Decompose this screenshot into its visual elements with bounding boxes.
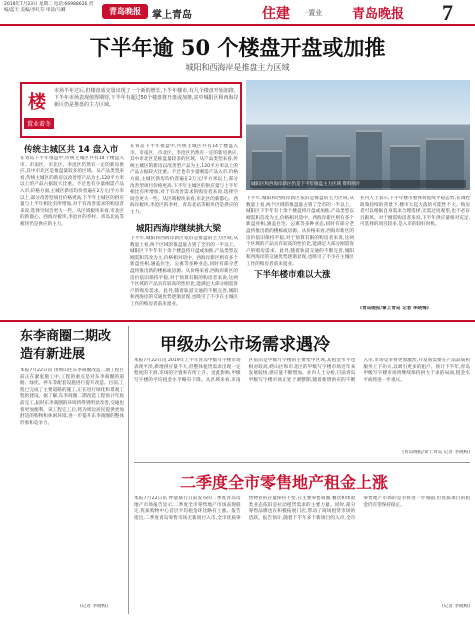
lead-text: 市场半年过后,但楼盘成交量出现了一个新的增长,下半年楼市,有几个楼盘开始加推,下半年市场表现值得期待,下半年有超过50个楼盘将开盘或加推,其中城阳区和西海岸新区仍是推盘的主力区域。 bbox=[54, 88, 239, 108]
story3-text: 本报7月22日讯 2019年上半年青岛甲级写字楼市场表现平淡,新增供应量不大,但整体租赁需求出现一定程度的下滑,市场的空置率有所上升。受此影响,甲级写字楼的平均租金水平略有下降。从区域来看,市南区依旧是甲级写字楼的主要集中区域,其租金水平也相对较高,崂山区和市北区的甲级写字楼市场近年来发展较快,供应量不断增加。业内人士分析,目前青岛甲级写字楼市场正处于调整期,随着新增供应的不断入市,市场竞争将更加激烈,开发商需要在产品品质和服务上下功夫,以吸引更多的租户。预计下半年,青岛甲级写字楼市场将继续保持供大于求的局面,租金水平或将进一步承压。 bbox=[134, 358, 470, 383]
divider bbox=[0, 320, 475, 322]
section2-text: 下半年,城阳和西海岸新区依旧是推盘的主力区域,从数量上看,两个区域的推盘量占到了全市的一半以上。城阳区下半年有十余个楼盘将开盘或加推,产品类型以刚需和首改为主,价格相对适中。西海岸新区则有多个新盘亮相,涵盖住宅、公寓等多种业态,同时有部分老盘将推出新的楼栋或房源。从价格来看,西海岸新区的房价依旧保持平稳,对于预算有限的购房者来说,这两个区域的产品具有较高的性价比,能满足大部分刚需客户的购房需求。此外,随着轨道交通的不断完善,城阳和西海岸的交通优势逐渐显现,也吸引了不少在主城区工作的购房者前来置业。 bbox=[130, 236, 238, 307]
section1-text: 在青岛下半年推盘中,传统主城区共有14个楼盘入市。市南区、市北区、李沧区仍然有一定的新房供应,其中市北区是推盘量较多的区域。从产品类型来看,传统主城区的新房以改善型产品为主,120平方米以上的产品占据较大比重。不过也有少量刚需产品入市,价格方面,主城区新房均价普遍在2万元/平方米以上,部分改善型项目价格更高,下半年主城区的供应量与上半年相比有所增加,对于有改善需求的购房者来说,选择空间会更大一些。从区域板块来看,市北区的新都心、西海岸板块,李沧区的李村、青岛北站等板块仍是供应的主力。 bbox=[20, 156, 124, 227]
main-headline: 下半年逾 50 个楼盘开盘或加推 bbox=[89, 35, 386, 60]
lead-tag: 置业着冬 bbox=[24, 118, 54, 129]
story2-text: 本报7月22日讯 由崂山区东李商圈改造二期工程目前正在紧张施工中,工程的重点是对东李商圈的道路、绿化、停车等配套设施进行提升改造。目前,工程已完成了主要道路的施工,正在进行绿化和景观工程的建设。据了解,东李商圈二期改造工程预计年底前完工,届时东李商圈的环境将得到明显改善,交通也将更加便利。该工程完工后,将为周边居民提供更加舒适的购物和休闲环境,进一步提升东李商圈的整体形象和竞争力。 bbox=[20, 368, 124, 426]
date-line: 2019年7月23日 星期二 电话:66988626 责编/蓝天 美编/李红芬 审读/马卿 bbox=[4, 2, 94, 13]
section2-text-cont: 下半年,城阳和西海岸新区依旧是推盘的主力区域,从数量上看,两个区域的推盘量占到了全市的一半以上。城阳区下半年有十余个楼盘将开盘或加推,产品类型以刚需和首改为主,价格相对适中。西海岸新区则有多个新盘亮相,涵盖住宅、公寓等多种业态,同时有部分老盘将推出新的楼栋或房源。从价格来看,西海岸新区的房价依旧保持平稳,对于预算有限的购房者来说,这两个区域的产品具有较高的性价比,能满足大部分刚需客户的购房需求。此外,随着轨道交通的不断完善,城阳和西海岸的交通优势逐渐显现,也吸引了不少在主城区工作的购房者前来置业。 bbox=[246, 196, 354, 267]
page-number: 7 bbox=[442, 0, 453, 25]
story4-headline: 二季度全市零售地产租金上涨 bbox=[180, 473, 389, 492]
divider bbox=[134, 462, 470, 463]
lead-box bbox=[20, 82, 242, 138]
page-header bbox=[0, 0, 475, 26]
section3-text: 业内人士表示,下半年楼市整体将延续平稳态势,在调控政策持续的背景下,楼市大起大落的可能性不大。购房者可以根据自身需求合理选择,无需过度观望,也不必盲目跟风。对于刚需购房者来说,下半年供应量相对充足,可选择的项目较多,是入市的较好时机。 bbox=[360, 196, 470, 228]
story3-byline: (青岛晚报/掌上青岛 记者 李晓梅) bbox=[402, 450, 470, 455]
lead-drop-cap: 楼 bbox=[28, 92, 46, 113]
section1-heading: 传统主城区共 14 盘入市 bbox=[24, 145, 119, 155]
main-subheadline: 城阳和西海岸是推盘主力区域 bbox=[185, 63, 290, 72]
section3-heading: 下半年楼市难以大涨 bbox=[254, 270, 331, 280]
story2-headline: 东李商圈二期改造有新进展 bbox=[20, 329, 112, 362]
news-photo bbox=[246, 80, 470, 190]
paper-name: 青岛晚报 bbox=[352, 7, 405, 22]
logo: 青岛晚报 bbox=[102, 4, 148, 19]
section-title: 住建 bbox=[262, 6, 290, 22]
column-divider bbox=[128, 326, 129, 614]
story2-byline: (记者 李晓梅) bbox=[80, 604, 109, 609]
story4-text: 本报7月22日讯 仲量联行日前发布的二季度青岛房地产市场报告显示,二季度全市零售地产市场表现稳定,优质购物中心首层平均租金环比略有上涨。报告指出,二季度青岛零售市场无新项目入市,全市优质零售物业的存量保持不变,在主要零售商圈,餐饮和体验类业态依旧是拉动租赁需求的主要力量。同时,部分零售品牌也在积极拓展门店,带动了商场租赁市场的活跃。报告预计,随着下半年多个新项目的入市,全市零售地产市场的竞争将进一步加剧,但优质项目的租金仍有望保持稳定。 bbox=[134, 496, 470, 521]
section1-text-cont: 在青岛下半年推盘中,传统主城区共有14个楼盘入市。市南区、市北区、李沧区仍然有一定的新房供应,其中市北区是推盘量较多的区域。从产品类型来看,传统主城区的新房以改善型产品为主,120平方米以上的产品占据较大比重。不过也有少量刚需产品入市,价格方面,主城区新房均价普遍在2万元/平方米以上,部分改善型项目价格更高,下半年主城区的供应量与上半年相比有所增加,对于有改善需求的购房者来说,选择空间会更大一些。从区域板块来看,市北区的新都心、西海岸板块,李沧区的李村、青岛北站等板块仍是供应的主力。 bbox=[130, 144, 238, 214]
main-byline: (青岛晚报/掌上青岛 记者 李晓梅) bbox=[360, 306, 429, 311]
story4-byline: (记者 李晓梅) bbox=[441, 604, 470, 609]
story3-headline: 甲级办公市场需求遇冷 bbox=[160, 335, 330, 355]
app-name: 掌上青岛 bbox=[152, 10, 192, 21]
photo-caption: 城阳区和西海岸新区仍是下半年推盘主力区域 资料图片 bbox=[250, 180, 466, 188]
section2-heading: 城阳西海岸继续挑大梁 bbox=[136, 224, 222, 234]
section-subtitle: ·置业 bbox=[306, 9, 323, 17]
